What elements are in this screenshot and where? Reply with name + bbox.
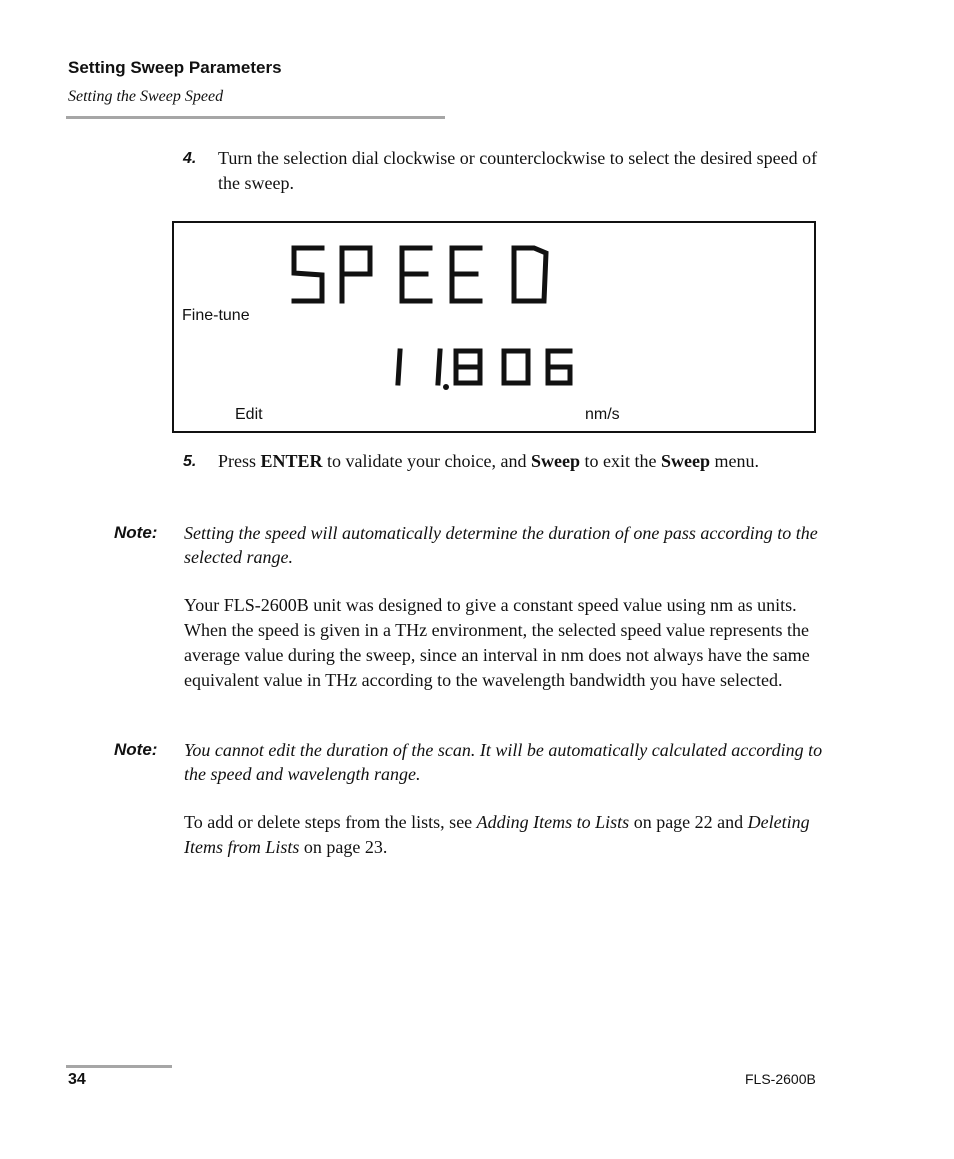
sweep-menu-label: Sweep [660,451,710,471]
deleting-items-link[interactable]: Deleting Items from Lists [184,812,810,857]
lcd-letter-e [452,248,480,301]
lists-paragraph: To add or delete steps from the lists, see Adding Items to Lists on page 22 and Deleting Items from Lists on page 23. [184,812,810,857]
footer-rule [66,1065,172,1068]
speed-info-paragraph: Your FLS-2600B unit was designed to give a constant speed value using nm as units. When the speed is given in a THz environment, the selected speed value represents the average value during the sweep, since an interval in nm does not always have the same equivalent value in THz according to the wavelength bandwidth you have selected. [184,595,810,690]
lcd-display [172,221,816,433]
step-text: Press ENTER to validate your choice, and Sweep to exit the Sweep menu. [218,451,759,471]
adding-items-link[interactable]: Adding Items to Lists [476,812,630,832]
page-number: 34 [68,1071,86,1088]
lcd-letter-p [342,248,370,301]
section-title: Setting Sweep Parameters [68,58,282,77]
lcd-digit-1 [438,351,440,383]
lcd-digit-0 [504,351,528,383]
unit-label: nm/s [585,406,620,423]
lcd-decimal-point [443,384,449,390]
lcd-letter-e [402,248,430,301]
model-name: FLS-2600B [745,1071,816,1087]
note-text: Setting the speed will automatically determine the duration of one pass according to the selected range. [184,523,818,567]
note-label: Note: [114,740,158,759]
lcd-letter-s [294,248,322,301]
lcd-digit-6 [548,351,570,383]
fine-tune-label: Fine-tune [182,307,250,324]
edit-label: Edit [235,406,263,423]
header-rule [66,116,445,119]
step-number: 5. [183,453,197,470]
lcd-digit-1 [398,351,400,383]
step-number: 4. [183,150,197,167]
lcd-segments [174,223,814,431]
enter-key-label: ENTER [260,451,323,471]
note-text: You cannot edit the duration of the scan. It will be automatically calculated according to the speed and wavelength range. [184,740,823,784]
step-text: Turn the selection dial clockwise or counterclockwise to select the desired speed of the sweep. [218,148,818,193]
lcd-digit-8 [456,351,480,383]
sweep-key-label: Sweep [530,451,580,471]
note-label: Note: [114,523,158,542]
lcd-letter-d [514,248,546,301]
section-subtitle: Setting the Sweep Speed [68,88,224,105]
